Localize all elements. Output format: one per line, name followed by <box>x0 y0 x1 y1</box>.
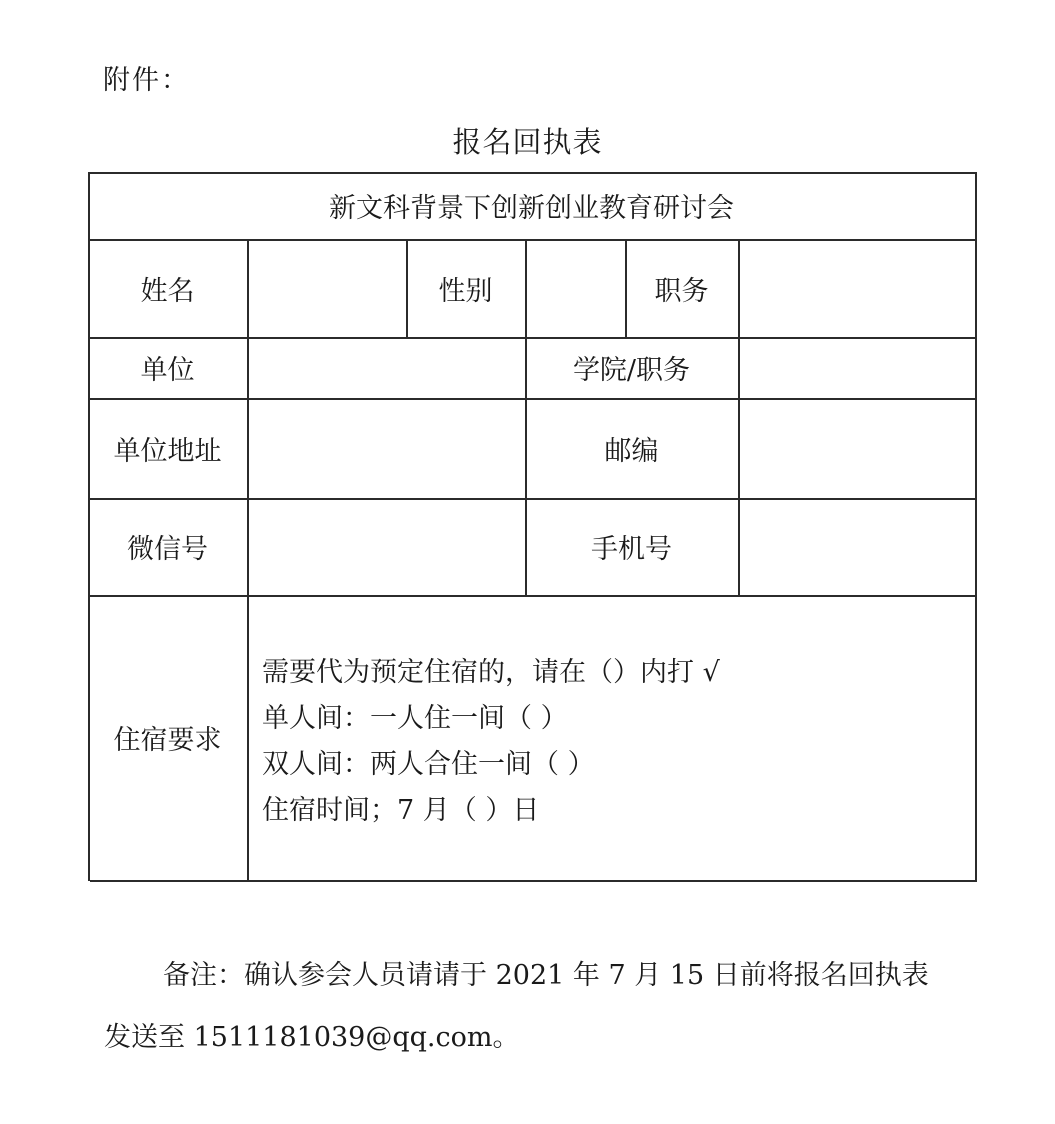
table-border-bottom <box>90 880 977 882</box>
lodging-line: 单人间：一人住一间（ ） <box>262 703 568 734</box>
note-line-1: 备注：确认参会人员请请于 2021 年 7 月 15 日前将报名回执表 <box>163 960 929 991</box>
postcode-field[interactable] <box>738 398 975 498</box>
note-line-2: 发送至 1511181039@qq.com。 <box>104 1022 520 1053</box>
phone-label: 手机号 <box>591 534 672 565</box>
address-label: 单位地址 <box>113 435 222 467</box>
college-position-label: 学院/职务 <box>572 355 691 386</box>
phone-field[interactable] <box>738 498 975 595</box>
form-title: 报名回执表 <box>452 125 603 159</box>
wechat-field[interactable] <box>247 498 525 595</box>
attachment-label: 附件： <box>103 65 190 96</box>
position-label: 职务 <box>654 275 709 307</box>
event-name: 新文科背景下创新创业教育研讨会 <box>329 193 734 224</box>
address-field[interactable] <box>247 398 525 498</box>
organization-label: 单位 <box>140 355 195 386</box>
lodging-label: 住宿要求 <box>113 725 222 756</box>
college-position-field[interactable] <box>738 337 975 398</box>
lodging-line: 需要代为预定住宿的，请在（）内打 √ <box>262 657 720 688</box>
lodging-instructions <box>262 650 720 834</box>
gender-field[interactable] <box>525 239 625 337</box>
postcode-label: 邮编 <box>604 435 659 467</box>
organization-field[interactable] <box>247 337 525 398</box>
wechat-label: 微信号 <box>127 534 208 565</box>
gender-label: 性别 <box>438 275 493 307</box>
table-border-right <box>975 172 977 881</box>
name-label: 姓名 <box>140 275 195 307</box>
lodging-line: 双人间：两人合住一间（ ） <box>262 749 595 780</box>
lodging-line: 住宿时间；7 月（ ）日 <box>262 795 540 826</box>
name-field[interactable] <box>247 239 406 337</box>
position-field[interactable] <box>738 239 975 337</box>
